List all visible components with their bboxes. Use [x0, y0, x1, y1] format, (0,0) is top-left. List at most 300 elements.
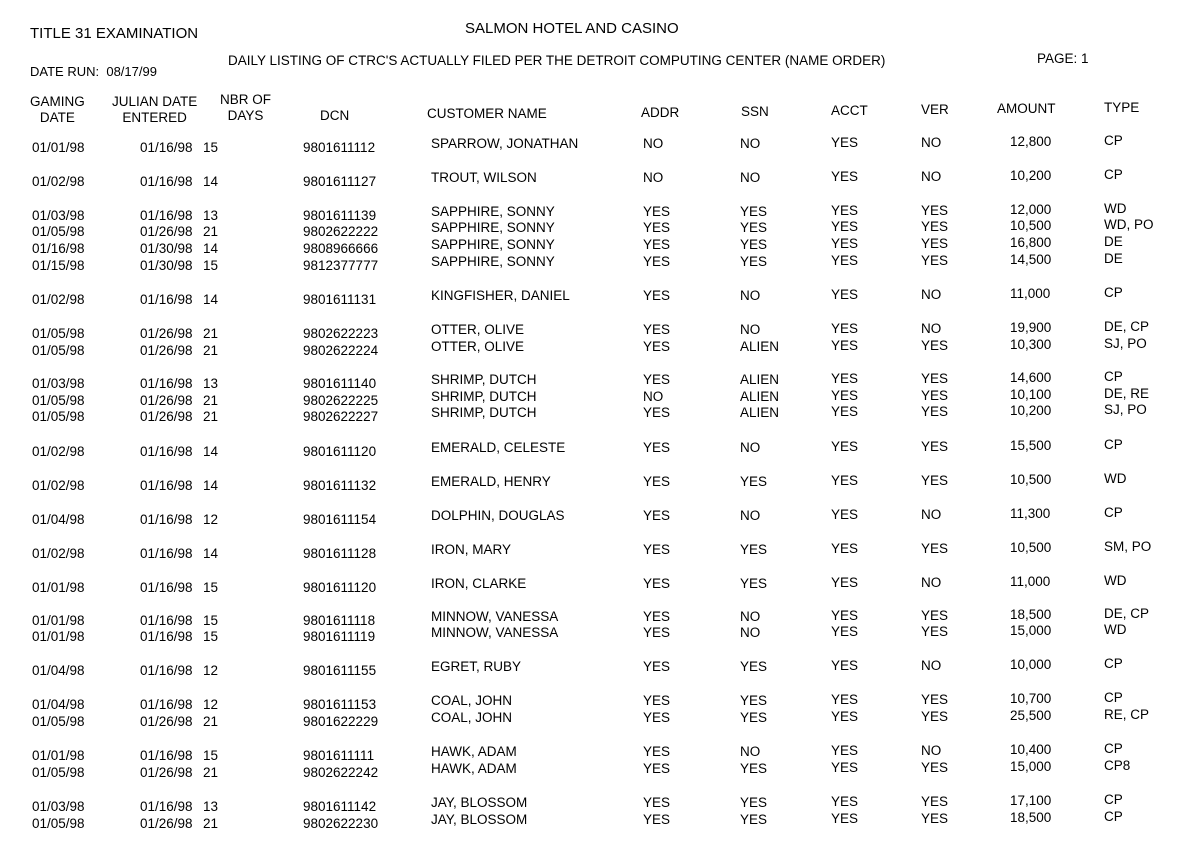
ssn-cell: NO — [740, 744, 761, 759]
date-run-value: 08/17/99 — [106, 64, 157, 79]
customer-name-cell: HAWK, ADAM — [431, 744, 517, 759]
ssn-cell: NO — [740, 508, 761, 523]
nbr-days-cell: 15 — [203, 140, 219, 155]
nbr-days-cell: 13 — [203, 208, 219, 223]
julian-date-cell: 01/16/98 — [140, 580, 193, 595]
ver-cell: YES — [921, 404, 949, 419]
amount-cell: 11,000 — [1010, 286, 1051, 301]
gaming-date-cell: 01/01/98 — [32, 748, 85, 763]
date-run-label: DATE RUN: — [30, 64, 100, 79]
customer-name-cell: OTTER, OLIVE — [431, 339, 525, 354]
addr-cell: YES — [643, 254, 671, 269]
nbr-days-cell: 14 — [203, 292, 219, 307]
julian-date-cell: 01/16/98 — [140, 512, 193, 527]
ssn-cell: ALIEN — [740, 389, 780, 404]
dcn-cell: 9801611131 — [303, 292, 377, 307]
julian-date-cell: 01/16/98 — [140, 748, 193, 763]
customer-name-cell: HAWK, ADAM — [431, 761, 517, 776]
gaming-date-cell: 01/05/98 — [32, 816, 85, 831]
amount-cell: 18,500 — [1010, 810, 1052, 825]
customer-name-cell: SHRIMP, DUTCH — [431, 389, 537, 404]
ssn-cell: NO — [740, 170, 761, 185]
addr-cell: YES — [643, 405, 671, 420]
gaming-date-cell: 01/02/98 — [32, 546, 85, 561]
julian-date-cell: 01/26/98 — [140, 343, 193, 358]
amount-cell: 15,000 — [1010, 759, 1052, 774]
acct-cell: YES — [831, 388, 859, 403]
col-header-ssn: SSN — [741, 104, 769, 119]
customer-name-cell: EMERALD, CELESTE — [431, 440, 566, 455]
acct-cell: YES — [831, 371, 859, 386]
col-header-dcn: DCN — [320, 108, 350, 123]
julian-date-cell: 01/16/98 — [140, 799, 193, 814]
ver-cell: YES — [921, 338, 949, 353]
customer-name-cell: EGRET, RUBY — [431, 659, 522, 674]
acct-cell: YES — [831, 404, 859, 419]
type-cell: CP — [1104, 690, 1123, 705]
customer-name-cell: OTTER, OLIVE — [431, 322, 525, 337]
addr-cell: YES — [643, 339, 671, 354]
ssn-cell: NO — [740, 440, 761, 455]
addr-cell: YES — [643, 795, 671, 810]
addr-cell: YES — [643, 693, 671, 708]
julian-date-cell: 01/30/98 — [140, 241, 193, 256]
julian-date-cell: 01/16/98 — [140, 663, 193, 678]
dcn-cell: 9802622222 — [303, 224, 379, 239]
col-header-type: TYPE — [1104, 100, 1140, 115]
dcn-cell: 9801611142 — [303, 799, 377, 814]
col-header-line: JULIAN DATE — [112, 94, 198, 109]
ver-cell: NO — [921, 169, 942, 184]
customer-name-cell: MINNOW, VANESSA — [431, 625, 559, 640]
gaming-date-cell: 01/02/98 — [32, 174, 85, 189]
dcn-cell: 9801611118 — [303, 613, 376, 628]
gaming-date-cell: 01/04/98 — [32, 697, 85, 712]
addr-cell: YES — [643, 744, 671, 759]
julian-date-cell: 01/26/98 — [140, 326, 193, 341]
type-cell: WD — [1104, 622, 1127, 637]
dcn-cell: 9808966666 — [303, 241, 379, 256]
ver-cell: YES — [921, 541, 949, 556]
julian-date-cell: 01/16/98 — [140, 546, 193, 561]
acct-cell: YES — [831, 811, 859, 826]
dcn-cell: 9801611120 — [303, 580, 377, 595]
dcn-cell: 9801611155 — [303, 663, 377, 678]
dcn-cell: 9802622230 — [303, 816, 379, 831]
nbr-days-cell: 15 — [203, 580, 219, 595]
julian-date-cell: 01/16/98 — [140, 292, 193, 307]
nbr-days-cell: 14 — [203, 174, 219, 189]
ver-cell: YES — [921, 760, 949, 775]
gaming-date-cell: 01/01/98 — [32, 629, 85, 644]
julian-date-cell: 01/16/98 — [140, 478, 193, 493]
addr-cell: YES — [643, 609, 671, 624]
report-title: TITLE 31 EXAMINATION — [30, 25, 199, 42]
julian-date-cell: 01/16/98 — [140, 629, 193, 644]
ssn-cell: YES — [740, 204, 768, 219]
ssn-cell: YES — [740, 710, 768, 725]
type-cell: CP — [1104, 167, 1123, 182]
type-cell: DE — [1104, 234, 1123, 249]
addr-cell: YES — [643, 372, 671, 387]
ssn-cell: NO — [740, 322, 761, 337]
ssn-cell: NO — [740, 609, 761, 624]
nbr-days-cell: 21 — [203, 765, 219, 780]
type-cell: DE, CP — [1104, 319, 1150, 334]
nbr-days-cell: 15 — [203, 748, 219, 763]
ver-cell: NO — [921, 135, 942, 150]
addr-cell: YES — [643, 204, 671, 219]
ssn-cell: NO — [740, 288, 761, 303]
ver-cell: YES — [921, 203, 949, 218]
acct-cell: YES — [831, 439, 859, 454]
ssn-cell: YES — [740, 693, 768, 708]
addr-cell: YES — [643, 576, 671, 591]
nbr-days-cell: 21 — [203, 224, 219, 239]
amount-cell: 17,100 — [1010, 793, 1052, 808]
type-cell: WD — [1104, 201, 1127, 216]
ssn-cell: YES — [740, 812, 768, 827]
acct-cell: YES — [831, 507, 859, 522]
nbr-days-cell: 14 — [203, 546, 219, 561]
addr-cell: YES — [643, 322, 671, 337]
amount-cell: 12,800 — [1010, 134, 1052, 149]
dcn-cell: 9802622227 — [303, 409, 379, 424]
addr-cell: YES — [643, 440, 671, 455]
nbr-days-cell: 21 — [203, 714, 219, 729]
nbr-days-cell: 12 — [203, 697, 219, 712]
dcn-cell: 9802622224 — [303, 343, 379, 358]
acct-cell: YES — [831, 692, 859, 707]
gaming-date-cell: 01/03/98 — [32, 208, 85, 223]
nbr-days-cell: 12 — [203, 512, 219, 527]
customer-name-cell: SHRIMP, DUTCH — [431, 405, 537, 420]
dcn-cell: 9802622242 — [303, 765, 379, 780]
ssn-cell: YES — [740, 237, 768, 252]
ssn-cell: ALIEN — [740, 339, 780, 354]
dcn-cell: 9801611128 — [303, 546, 377, 561]
type-cell: WD — [1104, 573, 1127, 588]
gaming-date-cell: 01/02/98 — [32, 444, 85, 459]
nbr-days-cell: 14 — [203, 444, 219, 459]
ssn-cell: YES — [740, 576, 768, 591]
type-cell: WD, PO — [1104, 217, 1154, 232]
customer-name-cell: KINGFISHER, DANIEL — [431, 288, 570, 303]
acct-cell: YES — [831, 253, 859, 268]
casino-name: SALMON HOTEL AND CASINO — [465, 20, 679, 37]
dcn-cell: 9802622223 — [303, 326, 379, 341]
col-header-line: NBR OF — [220, 92, 272, 107]
dcn-cell: 9801611153 — [303, 697, 377, 712]
type-cell: CP — [1104, 437, 1123, 452]
col-header-line: ENTERED — [122, 110, 187, 125]
type-cell: SJ, PO — [1104, 336, 1147, 351]
type-cell: SM, PO — [1104, 539, 1152, 554]
type-cell: CP — [1104, 792, 1123, 807]
nbr-days-cell: 21 — [203, 343, 219, 358]
gaming-date-cell: 01/04/98 — [32, 663, 85, 678]
julian-date-cell: 01/26/98 — [140, 409, 193, 424]
gaming-date-cell: 01/05/98 — [32, 326, 85, 341]
amount-cell: 18,500 — [1010, 607, 1052, 622]
amount-cell: 10,100 — [1010, 387, 1052, 402]
julian-date-cell: 01/16/98 — [140, 376, 193, 391]
julian-date-cell: 01/30/98 — [140, 258, 193, 273]
amount-cell: 19,900 — [1010, 320, 1052, 335]
gaming-date-cell: 01/01/98 — [32, 580, 85, 595]
addr-cell: YES — [643, 761, 671, 776]
customer-name-cell: SAPPHIRE, SONNY — [431, 237, 555, 252]
gaming-date-cell: 01/02/98 — [32, 292, 85, 307]
ver-cell: NO — [921, 743, 942, 758]
julian-date-cell: 01/16/98 — [140, 140, 193, 155]
dcn-cell: 9802622225 — [303, 393, 379, 408]
customer-name-cell: SHRIMP, DUTCH — [431, 372, 537, 387]
nbr-days-cell: 21 — [203, 409, 219, 424]
acct-cell: YES — [831, 743, 859, 758]
ssn-cell: YES — [740, 795, 768, 810]
ssn-cell: YES — [740, 542, 768, 557]
customer-name-cell: JAY, BLOSSOM — [431, 795, 528, 810]
addr-cell: YES — [643, 237, 671, 252]
amount-cell: 25,500 — [1010, 708, 1052, 723]
julian-date-cell: 01/26/98 — [140, 816, 193, 831]
customer-name-cell: MINNOW, VANESSA — [431, 609, 559, 624]
acct-cell: YES — [831, 794, 859, 809]
type-cell: CP — [1104, 133, 1123, 148]
ver-cell: YES — [921, 473, 949, 488]
acct-cell: YES — [831, 338, 859, 353]
ssn-cell: YES — [740, 220, 768, 235]
acct-cell: YES — [831, 135, 859, 150]
addr-cell: NO — [643, 170, 664, 185]
amount-cell: 10,500 — [1010, 472, 1052, 487]
nbr-days-cell: 12 — [203, 663, 219, 678]
amount-cell: 10,000 — [1010, 657, 1052, 672]
customer-name-cell: SAPPHIRE, SONNY — [431, 254, 555, 269]
nbr-days-cell: 14 — [203, 478, 219, 493]
amount-cell: 15,500 — [1010, 438, 1052, 453]
col-header-addr: ADDR — [641, 105, 680, 120]
gaming-date-cell: 01/05/98 — [32, 343, 85, 358]
dcn-cell: 9801611120 — [303, 444, 377, 459]
acct-cell: YES — [831, 203, 859, 218]
page-number: PAGE: 1 — [1037, 51, 1089, 66]
addr-cell: NO — [643, 389, 664, 404]
report-subtitle: DAILY LISTING OF CTRC'S ACTUALLY FILED PER THE DETROIT COMPUTING CENTER (NAME ORDER) — [228, 53, 886, 68]
amount-cell: 11,000 — [1010, 574, 1051, 589]
ver-cell: YES — [921, 624, 949, 639]
addr-cell: YES — [643, 625, 671, 640]
ver-cell: YES — [921, 236, 949, 251]
dcn-cell: 9801611139 — [303, 208, 377, 223]
nbr-days-cell: 13 — [203, 799, 219, 814]
amount-cell: 14,600 — [1010, 370, 1052, 385]
col-header-ver: VER — [921, 102, 949, 117]
ssn-cell: ALIEN — [740, 372, 780, 387]
amount-cell: 15,000 — [1010, 623, 1052, 638]
customer-name-cell: JAY, BLOSSOM — [431, 812, 528, 827]
amount-cell: 16,800 — [1010, 235, 1052, 250]
acct-cell: YES — [831, 575, 859, 590]
ver-cell: NO — [921, 287, 942, 302]
ver-cell: YES — [921, 709, 949, 724]
customer-name-cell: SAPPHIRE, SONNY — [431, 204, 555, 219]
dcn-cell: 9801611119 — [303, 629, 376, 644]
julian-date-cell: 01/26/98 — [140, 393, 193, 408]
nbr-days-cell: 13 — [203, 376, 219, 391]
ver-cell: NO — [921, 575, 942, 590]
ssn-cell: YES — [740, 254, 768, 269]
type-cell: CP — [1104, 741, 1123, 756]
ver-cell: YES — [921, 253, 949, 268]
dcn-cell: 9801611154 — [303, 512, 377, 527]
ssn-cell: YES — [740, 474, 768, 489]
gaming-date-cell: 01/05/98 — [32, 409, 85, 424]
type-cell: WD — [1104, 471, 1127, 486]
gaming-date-cell: 01/01/98 — [32, 613, 85, 628]
julian-date-cell: 01/16/98 — [140, 208, 193, 223]
gaming-date-cell: 01/05/98 — [32, 224, 85, 239]
ssn-cell: ALIEN — [740, 405, 780, 420]
gaming-date-cell: 01/05/98 — [32, 714, 85, 729]
addr-cell: YES — [643, 220, 671, 235]
customer-name-cell: IRON, MARY — [431, 542, 512, 557]
addr-cell: YES — [643, 542, 671, 557]
nbr-days-cell: 14 — [203, 241, 219, 256]
gaming-date-cell: 01/01/98 — [32, 140, 85, 155]
type-cell: CP — [1104, 369, 1123, 384]
gaming-date-cell: 01/03/98 — [32, 799, 85, 814]
acct-cell: YES — [831, 236, 859, 251]
addr-cell: YES — [643, 508, 671, 523]
amount-cell: 14,500 — [1010, 252, 1052, 267]
julian-date-cell: 01/26/98 — [140, 224, 193, 239]
addr-cell: YES — [643, 288, 671, 303]
customer-name-cell: DOLPHIN, DOUGLAS — [431, 508, 565, 523]
amount-cell: 10,700 — [1010, 691, 1052, 706]
acct-cell: YES — [831, 608, 859, 623]
gaming-date-cell: 01/16/98 — [32, 241, 85, 256]
nbr-days-cell: 15 — [203, 258, 219, 273]
nbr-days-cell: 21 — [203, 326, 219, 341]
julian-date-cell: 01/16/98 — [140, 444, 193, 459]
type-cell: DE, RE — [1104, 386, 1150, 401]
acct-cell: YES — [831, 473, 859, 488]
dcn-cell: 9801611111 — [303, 748, 375, 763]
ver-cell: YES — [921, 388, 949, 403]
acct-cell: YES — [831, 169, 859, 184]
julian-date-cell: 01/16/98 — [140, 697, 193, 712]
dcn-cell: 9812377777 — [303, 258, 379, 273]
acct-cell: YES — [831, 219, 859, 234]
gaming-date-cell: 01/05/98 — [32, 393, 85, 408]
ver-cell: YES — [921, 692, 949, 707]
type-cell: DE, CP — [1104, 606, 1150, 621]
col-header-customer-name: CUSTOMER NAME — [427, 106, 547, 121]
gaming-date-cell: 01/05/98 — [32, 765, 85, 780]
julian-date-cell: 01/26/98 — [140, 714, 193, 729]
dcn-cell: 9801611140 — [303, 376, 377, 391]
ver-cell: YES — [921, 371, 949, 386]
acct-cell: YES — [831, 760, 859, 775]
col-header-line: GAMING — [30, 94, 85, 109]
customer-name-cell: SPARROW, JONATHAN — [431, 136, 579, 151]
type-cell: SJ, PO — [1104, 402, 1147, 417]
amount-cell: 10,400 — [1010, 742, 1052, 757]
gaming-date-cell: 01/15/98 — [32, 258, 85, 273]
amount-cell: 10,200 — [1010, 403, 1052, 418]
gaming-date-cell: 01/04/98 — [32, 512, 85, 527]
acct-cell: YES — [831, 541, 859, 556]
ver-cell: NO — [921, 321, 942, 336]
ver-cell: NO — [921, 658, 942, 673]
addr-cell: YES — [643, 710, 671, 725]
ver-cell: YES — [921, 439, 949, 454]
customer-name-cell: EMERALD, HENRY — [431, 474, 551, 489]
customer-name-cell: IRON, CLARKE — [431, 576, 527, 591]
col-header-line: DAYS — [227, 108, 264, 123]
nbr-days-cell: 21 — [203, 816, 219, 831]
dcn-cell: 9801611127 — [303, 174, 377, 189]
julian-date-cell: 01/16/98 — [140, 613, 193, 628]
addr-cell: YES — [643, 474, 671, 489]
acct-cell: YES — [831, 287, 859, 302]
addr-cell: YES — [643, 812, 671, 827]
acct-cell: YES — [831, 709, 859, 724]
customer-name-cell: COAL, JOHN — [431, 710, 513, 725]
type-cell: CP — [1104, 505, 1123, 520]
col-header-amount: AMOUNT — [997, 101, 1056, 116]
acct-cell: YES — [831, 624, 859, 639]
ver-cell: NO — [921, 507, 942, 522]
dcn-cell: 9801611132 — [303, 478, 377, 493]
addr-cell: NO — [643, 136, 664, 151]
ssn-cell: NO — [740, 136, 761, 151]
amount-cell: 11,300 — [1010, 506, 1051, 521]
amount-cell: 12,000 — [1010, 202, 1052, 217]
customer-name-cell: TROUT, WILSON — [431, 170, 537, 185]
ssn-cell: YES — [740, 761, 768, 776]
amount-cell: 10,300 — [1010, 337, 1052, 352]
customer-name-cell: COAL, JOHN — [431, 693, 513, 708]
nbr-days-cell: 15 — [203, 629, 219, 644]
acct-cell: YES — [831, 321, 859, 336]
col-header-line: DATE — [39, 110, 75, 125]
acct-cell: YES — [831, 658, 859, 673]
julian-date-cell: 01/26/98 — [140, 765, 193, 780]
ver-cell: YES — [921, 608, 949, 623]
nbr-days-cell: 21 — [203, 393, 219, 408]
type-cell: CP8 — [1104, 758, 1131, 773]
gaming-date-cell: 01/02/98 — [32, 478, 85, 493]
type-cell: CP — [1104, 285, 1123, 300]
type-cell: CP — [1104, 809, 1123, 824]
gaming-date-cell: 01/03/98 — [32, 376, 85, 391]
nbr-days-cell: 15 — [203, 613, 219, 628]
dcn-cell: 9801622229 — [303, 714, 379, 729]
type-cell: CP — [1104, 656, 1123, 671]
ssn-cell: NO — [740, 625, 761, 640]
ver-cell: YES — [921, 811, 949, 826]
ver-cell: YES — [921, 794, 949, 809]
type-cell: RE, CP — [1104, 707, 1150, 722]
amount-cell: 10,500 — [1010, 218, 1052, 233]
type-cell: DE — [1104, 251, 1123, 266]
julian-date-cell: 01/16/98 — [140, 174, 193, 189]
customer-name-cell: SAPPHIRE, SONNY — [431, 220, 555, 235]
amount-cell: 10,200 — [1010, 168, 1052, 183]
